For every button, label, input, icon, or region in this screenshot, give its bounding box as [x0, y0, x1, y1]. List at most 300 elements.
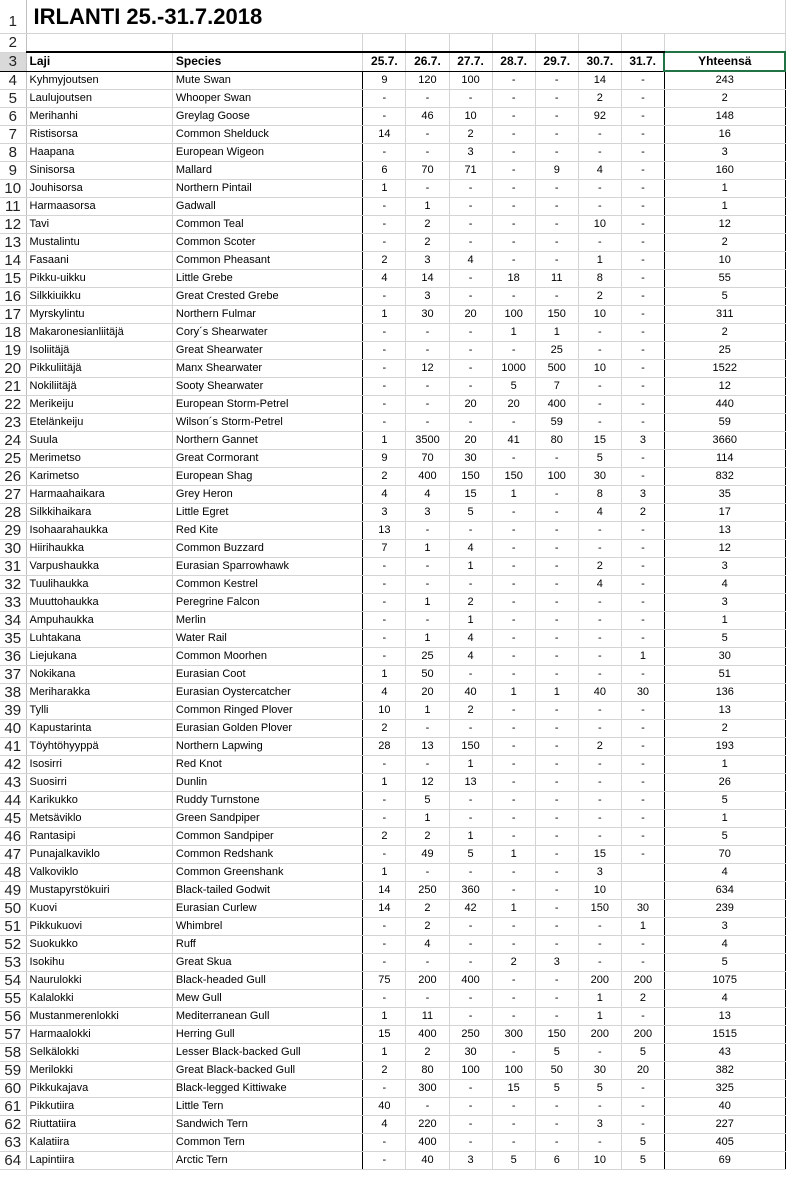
cell-count[interactable]: 15: [578, 846, 621, 864]
cell-species[interactable]: Gadwall: [172, 198, 362, 216]
cell-count[interactable]: -: [363, 612, 406, 630]
row-number[interactable]: 14: [0, 252, 26, 270]
cell-species[interactable]: Manx Shearwater: [172, 360, 362, 378]
cell-count[interactable]: 300: [406, 1080, 449, 1098]
cell-count[interactable]: -: [492, 810, 535, 828]
cell-laji[interactable]: Ampuhaukka: [26, 612, 172, 630]
cell-count[interactable]: 100: [449, 1062, 492, 1080]
cell-count[interactable]: -: [449, 1098, 492, 1116]
cell-count[interactable]: -: [363, 1152, 406, 1170]
cell-count[interactable]: -: [578, 1134, 621, 1152]
cell-count[interactable]: -: [535, 864, 578, 882]
cell-count[interactable]: -: [535, 486, 578, 504]
cell-species[interactable]: European Shag: [172, 468, 362, 486]
cell-count[interactable]: -: [621, 540, 664, 558]
cell-count[interactable]: -: [449, 1116, 492, 1134]
cell-count[interactable]: 80: [406, 1062, 449, 1080]
cell-total[interactable]: 4: [664, 936, 785, 954]
row-number[interactable]: 41: [0, 738, 26, 756]
row-number[interactable]: 48: [0, 864, 26, 882]
cell-count[interactable]: -: [363, 954, 406, 972]
row-number[interactable]: 44: [0, 792, 26, 810]
cell-count[interactable]: 4: [449, 630, 492, 648]
cell-count[interactable]: 400: [406, 1026, 449, 1044]
cell-count[interactable]: -: [449, 360, 492, 378]
cell-count[interactable]: -: [621, 774, 664, 792]
cell-count[interactable]: 100: [535, 468, 578, 486]
cell-count[interactable]: 40: [406, 1152, 449, 1170]
row-number[interactable]: 13: [0, 234, 26, 252]
cell-count[interactable]: 1: [406, 810, 449, 828]
cell-count[interactable]: -: [363, 846, 406, 864]
cell-count[interactable]: 4: [406, 486, 449, 504]
cell-total[interactable]: 12: [664, 216, 785, 234]
cell-species[interactable]: Merlin: [172, 612, 362, 630]
cell-count[interactable]: 400: [449, 972, 492, 990]
cell-species[interactable]: Eurasian Sparrowhawk: [172, 558, 362, 576]
cell-count[interactable]: -: [449, 666, 492, 684]
cell-count[interactable]: -: [449, 1080, 492, 1098]
cell-total[interactable]: 160: [664, 162, 785, 180]
cell-count[interactable]: -: [578, 666, 621, 684]
cell-count[interactable]: 80: [535, 432, 578, 450]
row-number[interactable]: 16: [0, 288, 26, 306]
cell-laji[interactable]: Merikeiju: [26, 396, 172, 414]
cell-count[interactable]: 2: [578, 288, 621, 306]
cell-count[interactable]: -: [492, 666, 535, 684]
cell-total[interactable]: 59: [664, 414, 785, 432]
row-number[interactable]: 34: [0, 612, 26, 630]
cell-count[interactable]: -: [363, 990, 406, 1008]
cell-count[interactable]: 3: [535, 954, 578, 972]
cell-count[interactable]: -: [449, 414, 492, 432]
cell-count[interactable]: -: [621, 522, 664, 540]
cell-count[interactable]: -: [621, 288, 664, 306]
cell-count[interactable]: 10: [363, 702, 406, 720]
cell-count[interactable]: 10: [578, 360, 621, 378]
cell-count[interactable]: 5: [406, 792, 449, 810]
cell-total[interactable]: 5: [664, 828, 785, 846]
cell-count[interactable]: -: [406, 1098, 449, 1116]
cell-species[interactable]: Whimbrel: [172, 918, 362, 936]
cell-count[interactable]: 1: [363, 864, 406, 882]
cell-laji[interactable]: Suula: [26, 432, 172, 450]
cell-count[interactable]: -: [621, 720, 664, 738]
cell-count[interactable]: -: [621, 1008, 664, 1026]
cell-count[interactable]: 20: [449, 432, 492, 450]
cell-count[interactable]: -: [492, 522, 535, 540]
cell-laji[interactable]: Suokukko: [26, 936, 172, 954]
cell-count[interactable]: -: [578, 180, 621, 198]
cell-count[interactable]: -: [363, 324, 406, 342]
cell[interactable]: [492, 34, 535, 53]
cell-count[interactable]: 100: [492, 1062, 535, 1080]
cell-laji[interactable]: Luhtakana: [26, 630, 172, 648]
cell-count[interactable]: 2: [363, 1062, 406, 1080]
cell-total[interactable]: 13: [664, 702, 785, 720]
cell-total[interactable]: 5: [664, 630, 785, 648]
row-number[interactable]: 64: [0, 1152, 26, 1170]
cell-count[interactable]: -: [535, 738, 578, 756]
cell-count[interactable]: 250: [449, 1026, 492, 1044]
cell-laji[interactable]: Riuttatiira: [26, 1116, 172, 1134]
cell-laji[interactable]: Harmaasorsa: [26, 198, 172, 216]
cell-species[interactable]: Black-legged Kittiwake: [172, 1080, 362, 1098]
cell-laji[interactable]: Rantasipi: [26, 828, 172, 846]
cell-count[interactable]: -: [535, 756, 578, 774]
cell-count[interactable]: 2: [363, 468, 406, 486]
cell-count[interactable]: -: [621, 576, 664, 594]
cell-count[interactable]: -: [535, 108, 578, 126]
cell-count[interactable]: -: [363, 360, 406, 378]
cell-count[interactable]: -: [449, 954, 492, 972]
cell-total[interactable]: 26: [664, 774, 785, 792]
cell-count[interactable]: 7: [363, 540, 406, 558]
row-number[interactable]: 25: [0, 450, 26, 468]
cell-laji[interactable]: Isosirri: [26, 756, 172, 774]
cell-count[interactable]: -: [621, 756, 664, 774]
cell-total[interactable]: 148: [664, 108, 785, 126]
cell-count[interactable]: -: [621, 810, 664, 828]
cell-count[interactable]: -: [621, 468, 664, 486]
row-number[interactable]: 15: [0, 270, 26, 288]
cell-laji[interactable]: Makaronesianliitäjä: [26, 324, 172, 342]
cell-count[interactable]: 2: [578, 558, 621, 576]
cell-laji[interactable]: Kuovi: [26, 900, 172, 918]
cell-count[interactable]: 20: [492, 396, 535, 414]
row-number[interactable]: 60: [0, 1080, 26, 1098]
cell-count[interactable]: 3: [406, 504, 449, 522]
cell-count[interactable]: -: [535, 666, 578, 684]
cell-species[interactable]: Little Grebe: [172, 270, 362, 288]
cell-species[interactable]: Common Redshank: [172, 846, 362, 864]
cell-count[interactable]: 1: [363, 180, 406, 198]
cell-count[interactable]: 30: [621, 684, 664, 702]
cell-laji[interactable]: Fasaani: [26, 252, 172, 270]
cell-laji[interactable]: Sinisorsa: [26, 162, 172, 180]
cell-count[interactable]: -: [363, 936, 406, 954]
cell-count[interactable]: 3: [406, 288, 449, 306]
cell-total[interactable]: 440: [664, 396, 785, 414]
cell-species[interactable]: Eurasian Golden Plover: [172, 720, 362, 738]
cell-count[interactable]: -: [492, 504, 535, 522]
cell-count[interactable]: -: [492, 576, 535, 594]
cell-total[interactable]: 1: [664, 612, 785, 630]
cell-count[interactable]: -: [492, 882, 535, 900]
cell-count[interactable]: 5: [578, 450, 621, 468]
cell[interactable]: [172, 34, 362, 53]
cell-species[interactable]: Common Ringed Plover: [172, 702, 362, 720]
cell-count[interactable]: -: [535, 252, 578, 270]
row-number[interactable]: 5: [0, 90, 26, 108]
cell-total[interactable]: 43: [664, 1044, 785, 1062]
cell-count[interactable]: -: [535, 720, 578, 738]
cell-laji[interactable]: Harmaalokki: [26, 1026, 172, 1044]
cell-count[interactable]: 9: [363, 71, 406, 90]
cell-count[interactable]: 70: [406, 162, 449, 180]
cell-count[interactable]: -: [621, 378, 664, 396]
cell-count[interactable]: -: [406, 180, 449, 198]
cell-total[interactable]: 1: [664, 198, 785, 216]
cell-count[interactable]: -: [621, 414, 664, 432]
cell-species[interactable]: Red Knot: [172, 756, 362, 774]
cell-count[interactable]: -: [492, 1008, 535, 1026]
cell-species[interactable]: Greylag Goose: [172, 108, 362, 126]
cell-count[interactable]: -: [621, 71, 664, 90]
cell-count[interactable]: 1: [449, 756, 492, 774]
cell-count[interactable]: -: [449, 1134, 492, 1152]
cell-species[interactable]: Common Sandpiper: [172, 828, 362, 846]
cell-count[interactable]: 100: [449, 71, 492, 90]
cell-count[interactable]: -: [449, 990, 492, 1008]
cell-total[interactable]: 1075: [664, 972, 785, 990]
row-number[interactable]: 24: [0, 432, 26, 450]
header-laji[interactable]: Laji: [26, 52, 172, 71]
cell-species[interactable]: Great Shearwater: [172, 342, 362, 360]
cell-count[interactable]: -: [406, 126, 449, 144]
row-number[interactable]: 26: [0, 468, 26, 486]
cell-count[interactable]: 4: [449, 252, 492, 270]
cell-count[interactable]: 4: [363, 684, 406, 702]
cell-species[interactable]: Sooty Shearwater: [172, 378, 362, 396]
cell-count[interactable]: -: [535, 702, 578, 720]
cell-count[interactable]: -: [492, 594, 535, 612]
cell-total[interactable]: 30: [664, 648, 785, 666]
cell-count[interactable]: 75: [363, 972, 406, 990]
cell-species[interactable]: Great Black-backed Gull: [172, 1062, 362, 1080]
cell-laji[interactable]: Mustalintu: [26, 234, 172, 252]
cell-count[interactable]: 3: [449, 144, 492, 162]
cell-count[interactable]: 40: [363, 1098, 406, 1116]
cell-species[interactable]: Mew Gull: [172, 990, 362, 1008]
cell-total[interactable]: 35: [664, 486, 785, 504]
cell-count[interactable]: 200: [578, 1026, 621, 1044]
cell[interactable]: [449, 34, 492, 53]
header-total[interactable]: Yhteensä: [664, 52, 785, 71]
cell-species[interactable]: Mallard: [172, 162, 362, 180]
cell-laji[interactable]: Pikkukajava: [26, 1080, 172, 1098]
cell-count[interactable]: -: [621, 828, 664, 846]
cell-count[interactable]: -: [406, 522, 449, 540]
cell-total[interactable]: 1: [664, 756, 785, 774]
cell-count[interactable]: 9: [535, 162, 578, 180]
cell-count[interactable]: 10: [578, 306, 621, 324]
cell-count[interactable]: -: [492, 126, 535, 144]
cell-count[interactable]: -: [492, 90, 535, 108]
cell-count[interactable]: -: [363, 576, 406, 594]
cell-count[interactable]: -: [621, 954, 664, 972]
cell-species[interactable]: European Storm-Petrel: [172, 396, 362, 414]
row-number[interactable]: 9: [0, 162, 26, 180]
cell-count[interactable]: -: [363, 756, 406, 774]
cell-count[interactable]: 1: [449, 828, 492, 846]
cell-count[interactable]: -: [621, 306, 664, 324]
cell-count[interactable]: 30: [406, 306, 449, 324]
cell-count[interactable]: 2: [578, 90, 621, 108]
cell-count[interactable]: -: [363, 396, 406, 414]
cell-count[interactable]: 30: [578, 1062, 621, 1080]
row-number[interactable]: 40: [0, 720, 26, 738]
row-number[interactable]: 51: [0, 918, 26, 936]
cell-count[interactable]: 1: [492, 900, 535, 918]
cell-count[interactable]: 41: [492, 432, 535, 450]
cell-species[interactable]: Common Shelduck: [172, 126, 362, 144]
row-number[interactable]: 50: [0, 900, 26, 918]
cell-count[interactable]: -: [406, 756, 449, 774]
cell-laji[interactable]: Pikku-uikku: [26, 270, 172, 288]
cell-count[interactable]: 4: [578, 162, 621, 180]
cell-count[interactable]: 92: [578, 108, 621, 126]
cell-laji[interactable]: Kyhmyjoutsen: [26, 71, 172, 90]
cell-count[interactable]: 1: [578, 990, 621, 1008]
cell-species[interactable]: Whooper Swan: [172, 90, 362, 108]
cell-laji[interactable]: Kalalokki: [26, 990, 172, 1008]
cell-laji[interactable]: Jouhisorsa: [26, 180, 172, 198]
cell-count[interactable]: 2: [406, 1044, 449, 1062]
cell-count[interactable]: 15: [492, 1080, 535, 1098]
cell-species[interactable]: Common Moorhen: [172, 648, 362, 666]
cell-count[interactable]: -: [492, 252, 535, 270]
cell-count[interactable]: 1: [492, 324, 535, 342]
cell-count[interactable]: 300: [492, 1026, 535, 1044]
cell-count[interactable]: -: [621, 450, 664, 468]
cell-total[interactable]: 405: [664, 1134, 785, 1152]
cell-count[interactable]: 400: [406, 468, 449, 486]
cell-count[interactable]: 1: [492, 846, 535, 864]
row-number[interactable]: 49: [0, 882, 26, 900]
cell-laji[interactable]: Laulujoutsen: [26, 90, 172, 108]
cell-laji[interactable]: Selkälokki: [26, 1044, 172, 1062]
cell-count[interactable]: -: [578, 828, 621, 846]
cell-count[interactable]: -: [363, 918, 406, 936]
cell-count[interactable]: -: [363, 558, 406, 576]
cell-count[interactable]: -: [406, 612, 449, 630]
cell-count[interactable]: 3: [449, 1152, 492, 1170]
cell-total[interactable]: 69: [664, 1152, 785, 1170]
cell-count[interactable]: 14: [363, 900, 406, 918]
cell-count[interactable]: 1: [535, 684, 578, 702]
cell-laji[interactable]: Pikkukuovi: [26, 918, 172, 936]
cell-count[interactable]: 20: [621, 1062, 664, 1080]
cell-count[interactable]: -: [578, 414, 621, 432]
cell[interactable]: [578, 34, 621, 53]
cell-total[interactable]: 4: [664, 576, 785, 594]
row-number[interactable]: 57: [0, 1026, 26, 1044]
row-number[interactable]: 56: [0, 1008, 26, 1026]
cell-species[interactable]: Ruddy Turnstone: [172, 792, 362, 810]
cell-count[interactable]: 3: [578, 864, 621, 882]
cell-count[interactable]: -: [363, 792, 406, 810]
row-number[interactable]: 10: [0, 180, 26, 198]
cell-count[interactable]: -: [492, 144, 535, 162]
cell-count[interactable]: 14: [406, 270, 449, 288]
cell-count[interactable]: 25: [406, 648, 449, 666]
cell-laji[interactable]: Etelänkeiju: [26, 414, 172, 432]
cell-count[interactable]: 1: [406, 630, 449, 648]
cell-count[interactable]: 10: [449, 108, 492, 126]
cell-count[interactable]: 150: [449, 468, 492, 486]
cell-total[interactable]: 40: [664, 1098, 785, 1116]
cell-laji[interactable]: Merilokki: [26, 1062, 172, 1080]
cell[interactable]: [621, 34, 664, 53]
cell-laji[interactable]: Isokihu: [26, 954, 172, 972]
cell-count[interactable]: -: [535, 846, 578, 864]
cell-total[interactable]: 325: [664, 1080, 785, 1098]
cell-count[interactable]: -: [578, 954, 621, 972]
cell-total[interactable]: 17: [664, 504, 785, 522]
cell-count[interactable]: 28: [363, 738, 406, 756]
cell-count[interactable]: 120: [406, 71, 449, 90]
cell-count[interactable]: 11: [406, 1008, 449, 1026]
cell-count[interactable]: -: [621, 360, 664, 378]
row-number[interactable]: 47: [0, 846, 26, 864]
cell[interactable]: [406, 34, 449, 53]
cell-count[interactable]: -: [492, 612, 535, 630]
cell-count[interactable]: 1: [621, 918, 664, 936]
cell-species[interactable]: Water Rail: [172, 630, 362, 648]
row-number[interactable]: 28: [0, 504, 26, 522]
cell-count[interactable]: 12: [406, 360, 449, 378]
cell-count[interactable]: -: [492, 108, 535, 126]
cell-count[interactable]: 50: [406, 666, 449, 684]
cell-count[interactable]: 1: [535, 324, 578, 342]
cell-laji[interactable]: Pikkutiira: [26, 1098, 172, 1116]
cell-total[interactable]: 3: [664, 594, 785, 612]
cell-count[interactable]: -: [406, 954, 449, 972]
cell-count[interactable]: -: [535, 900, 578, 918]
cell-total[interactable]: 4: [664, 864, 785, 882]
cell-count[interactable]: 1: [406, 594, 449, 612]
cell-count[interactable]: -: [621, 342, 664, 360]
cell-count[interactable]: -: [535, 216, 578, 234]
cell-count[interactable]: -: [578, 810, 621, 828]
cell-count[interactable]: -: [406, 576, 449, 594]
cell-count[interactable]: -: [535, 576, 578, 594]
cell-count[interactable]: -: [621, 144, 664, 162]
cell-count[interactable]: 1: [578, 252, 621, 270]
cell-count[interactable]: 14: [578, 71, 621, 90]
cell-species[interactable]: Northern Pintail: [172, 180, 362, 198]
cell-count[interactable]: 13: [363, 522, 406, 540]
cell-count[interactable]: 2: [406, 918, 449, 936]
cell-count[interactable]: -: [492, 1134, 535, 1152]
cell-count[interactable]: -: [621, 558, 664, 576]
cell-count[interactable]: 15: [363, 1026, 406, 1044]
cell-count[interactable]: -: [621, 126, 664, 144]
cell-total[interactable]: 382: [664, 1062, 785, 1080]
cell-count[interactable]: -: [621, 180, 664, 198]
cell-count[interactable]: -: [449, 936, 492, 954]
cell-count[interactable]: -: [406, 342, 449, 360]
cell-laji[interactable]: Merimetso: [26, 450, 172, 468]
cell-count[interactable]: -: [363, 414, 406, 432]
cell-count[interactable]: 5: [492, 1152, 535, 1170]
row-number[interactable]: 45: [0, 810, 26, 828]
cell-count[interactable]: 2: [363, 252, 406, 270]
header-date[interactable]: 28.7.: [492, 52, 535, 71]
cell-total[interactable]: 25: [664, 342, 785, 360]
cell-count[interactable]: 1: [578, 1008, 621, 1026]
cell-laji[interactable]: Kalatiira: [26, 1134, 172, 1152]
cell-count[interactable]: -: [492, 216, 535, 234]
cell-count[interactable]: -: [492, 71, 535, 90]
cell-count[interactable]: 15: [449, 486, 492, 504]
cell-total[interactable]: 832: [664, 468, 785, 486]
cell-count[interactable]: -: [363, 90, 406, 108]
cell-count[interactable]: 150: [535, 1026, 578, 1044]
cell-species[interactable]: Herring Gull: [172, 1026, 362, 1044]
cell-count[interactable]: 3: [363, 504, 406, 522]
